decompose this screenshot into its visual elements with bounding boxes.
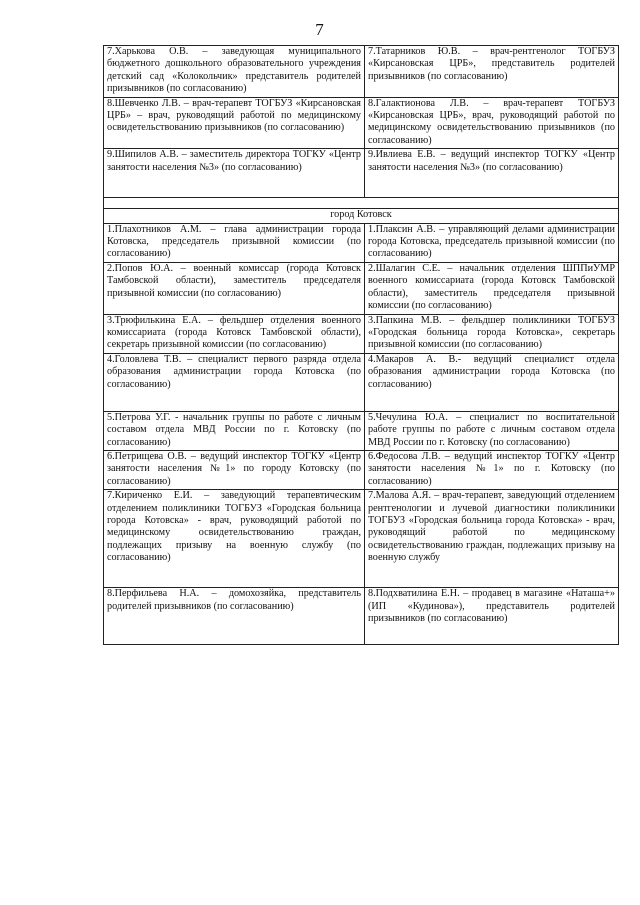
member-cell-reserve: 8.Подхватилина Е.Н. – продавец в магазине «Наташа+» (ИП «Кудинова»), представитель родителей призывников (по согласованию) xyxy=(365,588,619,645)
table-row xyxy=(104,450,619,489)
section-title: город Котовск xyxy=(104,209,619,223)
member-cell-main: 8.Шевченко Л.В. – врач-терапевт ТОГБУЗ «Кирсановская ЦРБ» – врач, руководящий работой по медицинскому освидетельствованию призывников (по согласованию) xyxy=(104,97,365,149)
member-cell-main: 4.Головлева Т.В. – специалист первого разряда отдела образования администрации города Котовска (по согласованию) xyxy=(104,353,365,411)
table-row xyxy=(104,46,619,98)
member-cell-main: 7.Кириченко Е.И. – заведующий терапевтическим отделением поликлиники ТОГБУЗ «Городская больница города Котовска» - врач, руководящий работой по медицинскому освидетельствованию граждан, подлежащих призыву на военную службу (по согласованию) xyxy=(104,490,365,588)
member-cell-reserve: 6.Федосова Л.В. – ведущий инспектор ТОГКУ «Центр занятости населения №1» по г. Котовску (по согласованию) xyxy=(365,450,619,489)
member-cell-reserve: 2.Шалагин С.Е. – начальник отделения ШППиУМР военного комиссариата (города Котовск Тамбовской области), заместитель председателя призывной комиссии (по согласованию) xyxy=(365,262,619,314)
table-row-spacer xyxy=(104,198,619,209)
section-row xyxy=(104,209,619,223)
member-cell-reserve: 3.Папкина М.В. – фельдшер поликлиники ТОГБУЗ «Городская больница города Котовска», секретарь призывной комиссии (по согласованию) xyxy=(365,314,619,353)
member-cell-reserve: 7.Татарников Ю.В. – врач-рентгенолог ТОГБУЗ «Кирсановская ЦРБ», представитель родителей призывников (по согласованию) xyxy=(365,46,619,98)
table-row xyxy=(104,314,619,353)
member-cell-reserve: 8.Галактионова Л.В. – врач-терапевт ТОГБУЗ «Кирсановская ЦРБ», врач, руководящий работой по медицинскому освидетельствованию призывников (по согласованию) xyxy=(365,97,619,149)
table-row xyxy=(104,97,619,149)
table-row xyxy=(104,411,619,450)
member-cell-reserve: 5.Чечулина Ю.А. – специалист по воспитательной работе группы по работе с личным составом отдела МВД России по г. Котовску (по согласованию) xyxy=(365,411,619,450)
member-cell-main: 7.Харькова О.В. – заведующая муниципального бюджетного дошкольного образовательного учреждения детский сад «Колокольчик» представитель родителей призывников (по согласованию) xyxy=(104,46,365,98)
member-cell-main: 1.Плахотников А.М. – глава администрации города Котовска, председатель призывной комиссии (по согласованию) xyxy=(104,223,365,262)
table-row xyxy=(104,149,619,198)
member-cell-main: 6.Петрищева О.В. – ведущий инспектор ТОГКУ «Центр занятости населения №1» по городу Котовску (по согласованию) xyxy=(104,450,365,489)
table-row xyxy=(104,353,619,411)
member-cell-reserve: 1.Плаксин А.В. – управляющий делами администрации города Котовска, председатель призывной комиссии (по согласованию) xyxy=(365,223,619,262)
table-row xyxy=(104,490,619,588)
member-cell-reserve: 7.Малова А.Я. – врач-терапевт, заведующий отделением рентгенологии и лучевой диагностики поликлиники ТОГБУЗ «Городская больница города Котовска» - врач, руководящий работой по медицинскому освидетельствованию граждан, подлежащих призыву на военную службу xyxy=(365,490,619,588)
member-cell-reserve: 9.Ивлиева Е.В. – ведущий инспектор ТОГКУ «Центр занятости населения №3» (по согласованию) xyxy=(365,149,619,198)
member-cell-main: 2.Попов Ю.А. – военный комиссар (города Котовск Тамбовской области), заместитель председателя призывной комиссии (по согласованию) xyxy=(104,262,365,314)
member-cell-main: 5.Петрова У.Г. - начальник группы по работе с личным составом отдела МВД России по г. Котовску (по согласованию) xyxy=(104,411,365,450)
member-cell-main: 9.Шипилов А.В. – заместитель директора ТОГКУ «Центр занятости населения №3» (по согласованию) xyxy=(104,149,365,198)
table-row xyxy=(104,223,619,262)
member-cell-reserve: 4.Макаров А. В.- ведущий специалист отдела образования администрации города Котовска (по согласованию) xyxy=(365,353,619,411)
spacer-cell xyxy=(104,198,619,209)
page-number: 7 xyxy=(315,20,325,39)
member-cell-main: 8.Перфильева Н.А. – домохозяйка, представитель родителей призывников (по согласованию) xyxy=(104,588,365,645)
commission-table xyxy=(103,45,619,645)
table-row xyxy=(104,588,619,645)
member-cell-main: 3.Трюфилькина Е.А. – фельдшер отделения военного комиссариата (города Котовск Тамбовской области), секретарь призывной комиссии (по согласованию) xyxy=(104,314,365,353)
table-row xyxy=(104,262,619,314)
